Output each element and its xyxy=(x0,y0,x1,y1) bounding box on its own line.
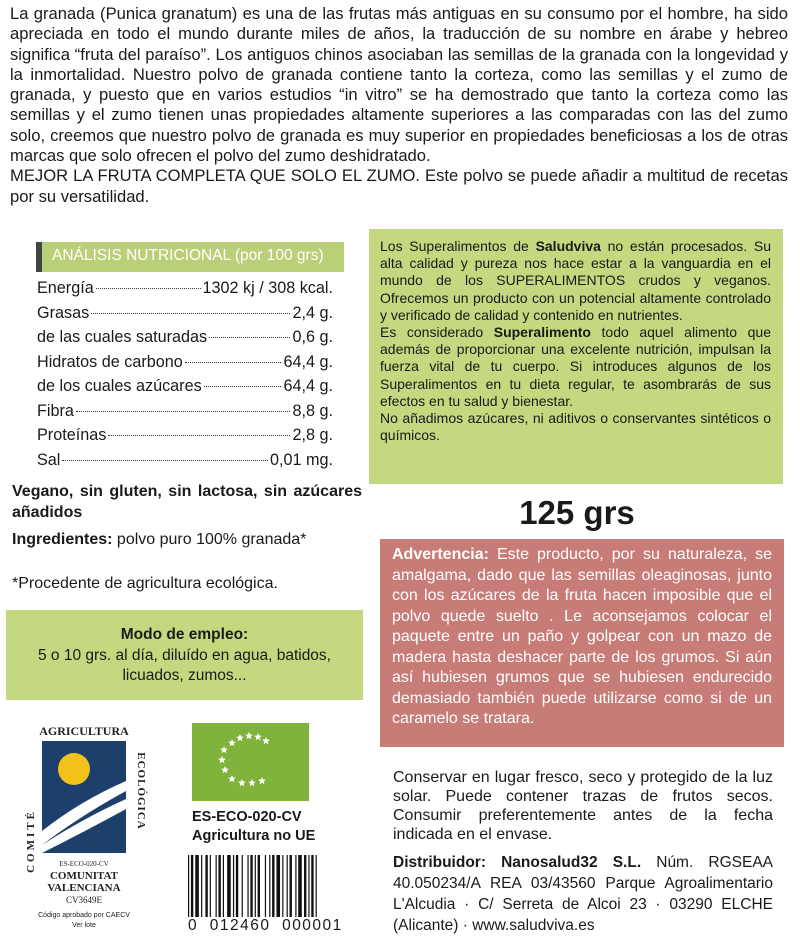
brand-name: Saludviva xyxy=(535,238,601,254)
eco-certification-code: ES-ECO-020-CV Agricultura no UE xyxy=(192,809,316,844)
svg-text:Código aprobado por CAECV: Código aprobado por CAECV xyxy=(38,912,130,919)
nutrition-label: Sal xyxy=(37,450,61,469)
eu-organic-leaf-logo xyxy=(192,723,309,801)
storage-instructions: Conservar en lugar fresco, seco y protegido de la luz solar. Puede contener trazas de frutos secos. Consumir preferentemente antes de la fecha indicada en el envase. xyxy=(393,769,773,843)
barcode-icon xyxy=(186,855,358,917)
barcode xyxy=(186,855,358,917)
nutrition-label: de las cuales saturadas xyxy=(37,328,208,346)
nutrition-row xyxy=(37,279,333,304)
eu-leaf-icon xyxy=(192,723,309,801)
nutrition-label: Energía xyxy=(37,279,94,297)
nutrition-value: 64,4 g. xyxy=(283,377,333,395)
svg-text:ECOLÓGICA: ECOLÓGICA xyxy=(135,752,147,830)
svg-text:CV3649E: CV3649E xyxy=(66,895,102,905)
caecv-logo-icon xyxy=(20,721,148,931)
usage-box xyxy=(6,610,363,700)
nutrition-label: Grasas xyxy=(37,303,90,322)
usage-title: Modo de empleo: xyxy=(120,626,249,643)
net-weight: 125 grs xyxy=(519,494,635,531)
nutrition-row xyxy=(37,353,333,378)
nutrition-table xyxy=(37,279,333,475)
nutrition-value: 0,6 g. xyxy=(292,328,333,346)
nutrition-value: 8,8 g. xyxy=(292,401,333,420)
nutrition-value: 2,4 g. xyxy=(292,303,333,322)
organic-origin-note: *Procedente de agricultura ecológica. xyxy=(12,575,278,592)
superfoods-paragraph-1: Los Superalimentos de Saludviva no están procesados. Su alta calidad y pureza nos hace estar a la vanguardia en el mundo de los SUPERALIMENTOS crudos y veganos. Ofrecemos un producto con un potencial altamente controlado y verificado de calidad y contenido en nutrientes. xyxy=(380,238,771,323)
distributor-info: Distribuidor: Nanosalud32 S.L. Núm. RGSEAA 40.050234/A REA 03/43560 Parque Agroalimentario L'Alcudia · C/ Serreta de Alcoi 23 · 03290 ELCHE (Alicante) · www.saludviva.es xyxy=(393,854,773,934)
caecv-organic-logo xyxy=(20,721,148,931)
superfoods-info-box xyxy=(369,229,783,484)
warning-text: Este producto, por su naturaleza, se amalgama, dado que las semillas oleaginosas, junto con los azúcares de la fruta hacen imposible que el polvo quede suelto . Le aconsejamos colocar el paquete entre un paño y golpear con un mazo de madera hasta deshacer parte de los grumos. Si aún así hubiesen grumos que se hubiesen endurecido demasiado también puede utilizarse como si de un caramelo se tratara. xyxy=(392,546,772,727)
distributor-label: Distribuidor: Nanosalud32 S.L. xyxy=(393,854,642,871)
svg-text:AGRICULTURA: AGRICULTURA xyxy=(39,724,129,738)
intro-text xyxy=(10,4,788,207)
nutrition-row xyxy=(37,426,333,451)
nutrition-row xyxy=(37,304,333,329)
nutrition-label: Fibra xyxy=(37,401,74,420)
nutrition-header-label: ANÁLISIS NUTRICIONAL (por 100 grs) xyxy=(52,247,324,264)
nutrition-value: 0,01 mg. xyxy=(270,450,333,469)
nutrition-row xyxy=(37,328,333,353)
nutrition-value: 64,4 g. xyxy=(283,352,333,371)
svg-text:ES-ECO-020-CV: ES-ECO-020-CV xyxy=(59,860,109,868)
ingredients: Ingredientes: polvo puro 100% granada* xyxy=(12,531,307,548)
nutrition-row xyxy=(37,402,333,427)
superfoods-paragraph-2: Es considerado Superalimento todo aquel alimento que además de proporcionar una excelente nutrición, impulsan la fuerza vital de tu cuerpo. Si introduces algunos de los Superalimentos en tu dieta regular, te asombrarás de sus efectos en tu salud y bienestar. xyxy=(380,324,771,409)
intro-paragraph: La granada (Punica granatum) es una de las frutas más antiguas en su consumo por el hombre, ha sido apreciada en todo el mundo durante miles de años, la traducción de su nombre en árabe y hebreo significa “fruta del paraíso”. Los antiguos chinos asociaban las semillas de la granada con la longevidad y la inmortalidad. Nuestro polvo de granada contiene tanto la corteza, como las semillas y el zumo de granada, y puesto que en varios estudios “in vitro” se ha demostrado que tanto la corteza como las semillas y el zumo tienen unas propiedades altamente superiores a las comparadas con las del zumo solo, creemos que nuestro polvo de granada es muy superior en propiedades beneficiosas a los de otras marcas que solo ofrecen el polvo del zumo deshidratado. xyxy=(10,4,788,166)
warning-box xyxy=(380,539,784,747)
nutrition-value: 1302 kj / 308 kcal. xyxy=(202,279,333,297)
diet-claims: Vegano, sin gluten, sin lactosa, sin azúcares añadidos xyxy=(12,483,362,521)
warning-label: Advertencia: xyxy=(392,546,489,563)
svg-text:COMUNITAT: COMUNITAT xyxy=(49,870,119,882)
nutrition-header xyxy=(36,242,344,272)
svg-text:Ver lote: Ver lote xyxy=(72,922,96,929)
svg-text:VALENCIANA: VALENCIANA xyxy=(47,882,121,894)
nutrition-row xyxy=(37,451,333,476)
ingredients-label: Ingredientes: xyxy=(12,531,113,548)
nutrition-value: 2,8 g. xyxy=(292,426,333,444)
svg-text:COMITÉ: COMITÉ xyxy=(25,809,37,873)
nutrition-label: Proteínas xyxy=(37,426,107,444)
nutrition-label: de los cuales azúcares xyxy=(37,377,202,395)
nutrition-label: Hidratos de carbono xyxy=(37,352,183,371)
nutrition-row xyxy=(37,377,333,402)
superfoods-paragraph-3: No añadimos azúcares, ni aditivos o conservantes sintéticos o químicos. xyxy=(380,410,771,444)
usage-text: 5 o 10 grs. al día, diluído en agua, batidos, licuados, zumos... xyxy=(38,647,331,684)
barcode-digits: 0 012460 000001 xyxy=(188,917,343,934)
intro-slogan: MEJOR LA FRUTA COMPLETA QUE SOLO EL ZUMO. Este polvo se puede añadir a multitud de recetas por su versatilidad. xyxy=(10,166,788,206)
